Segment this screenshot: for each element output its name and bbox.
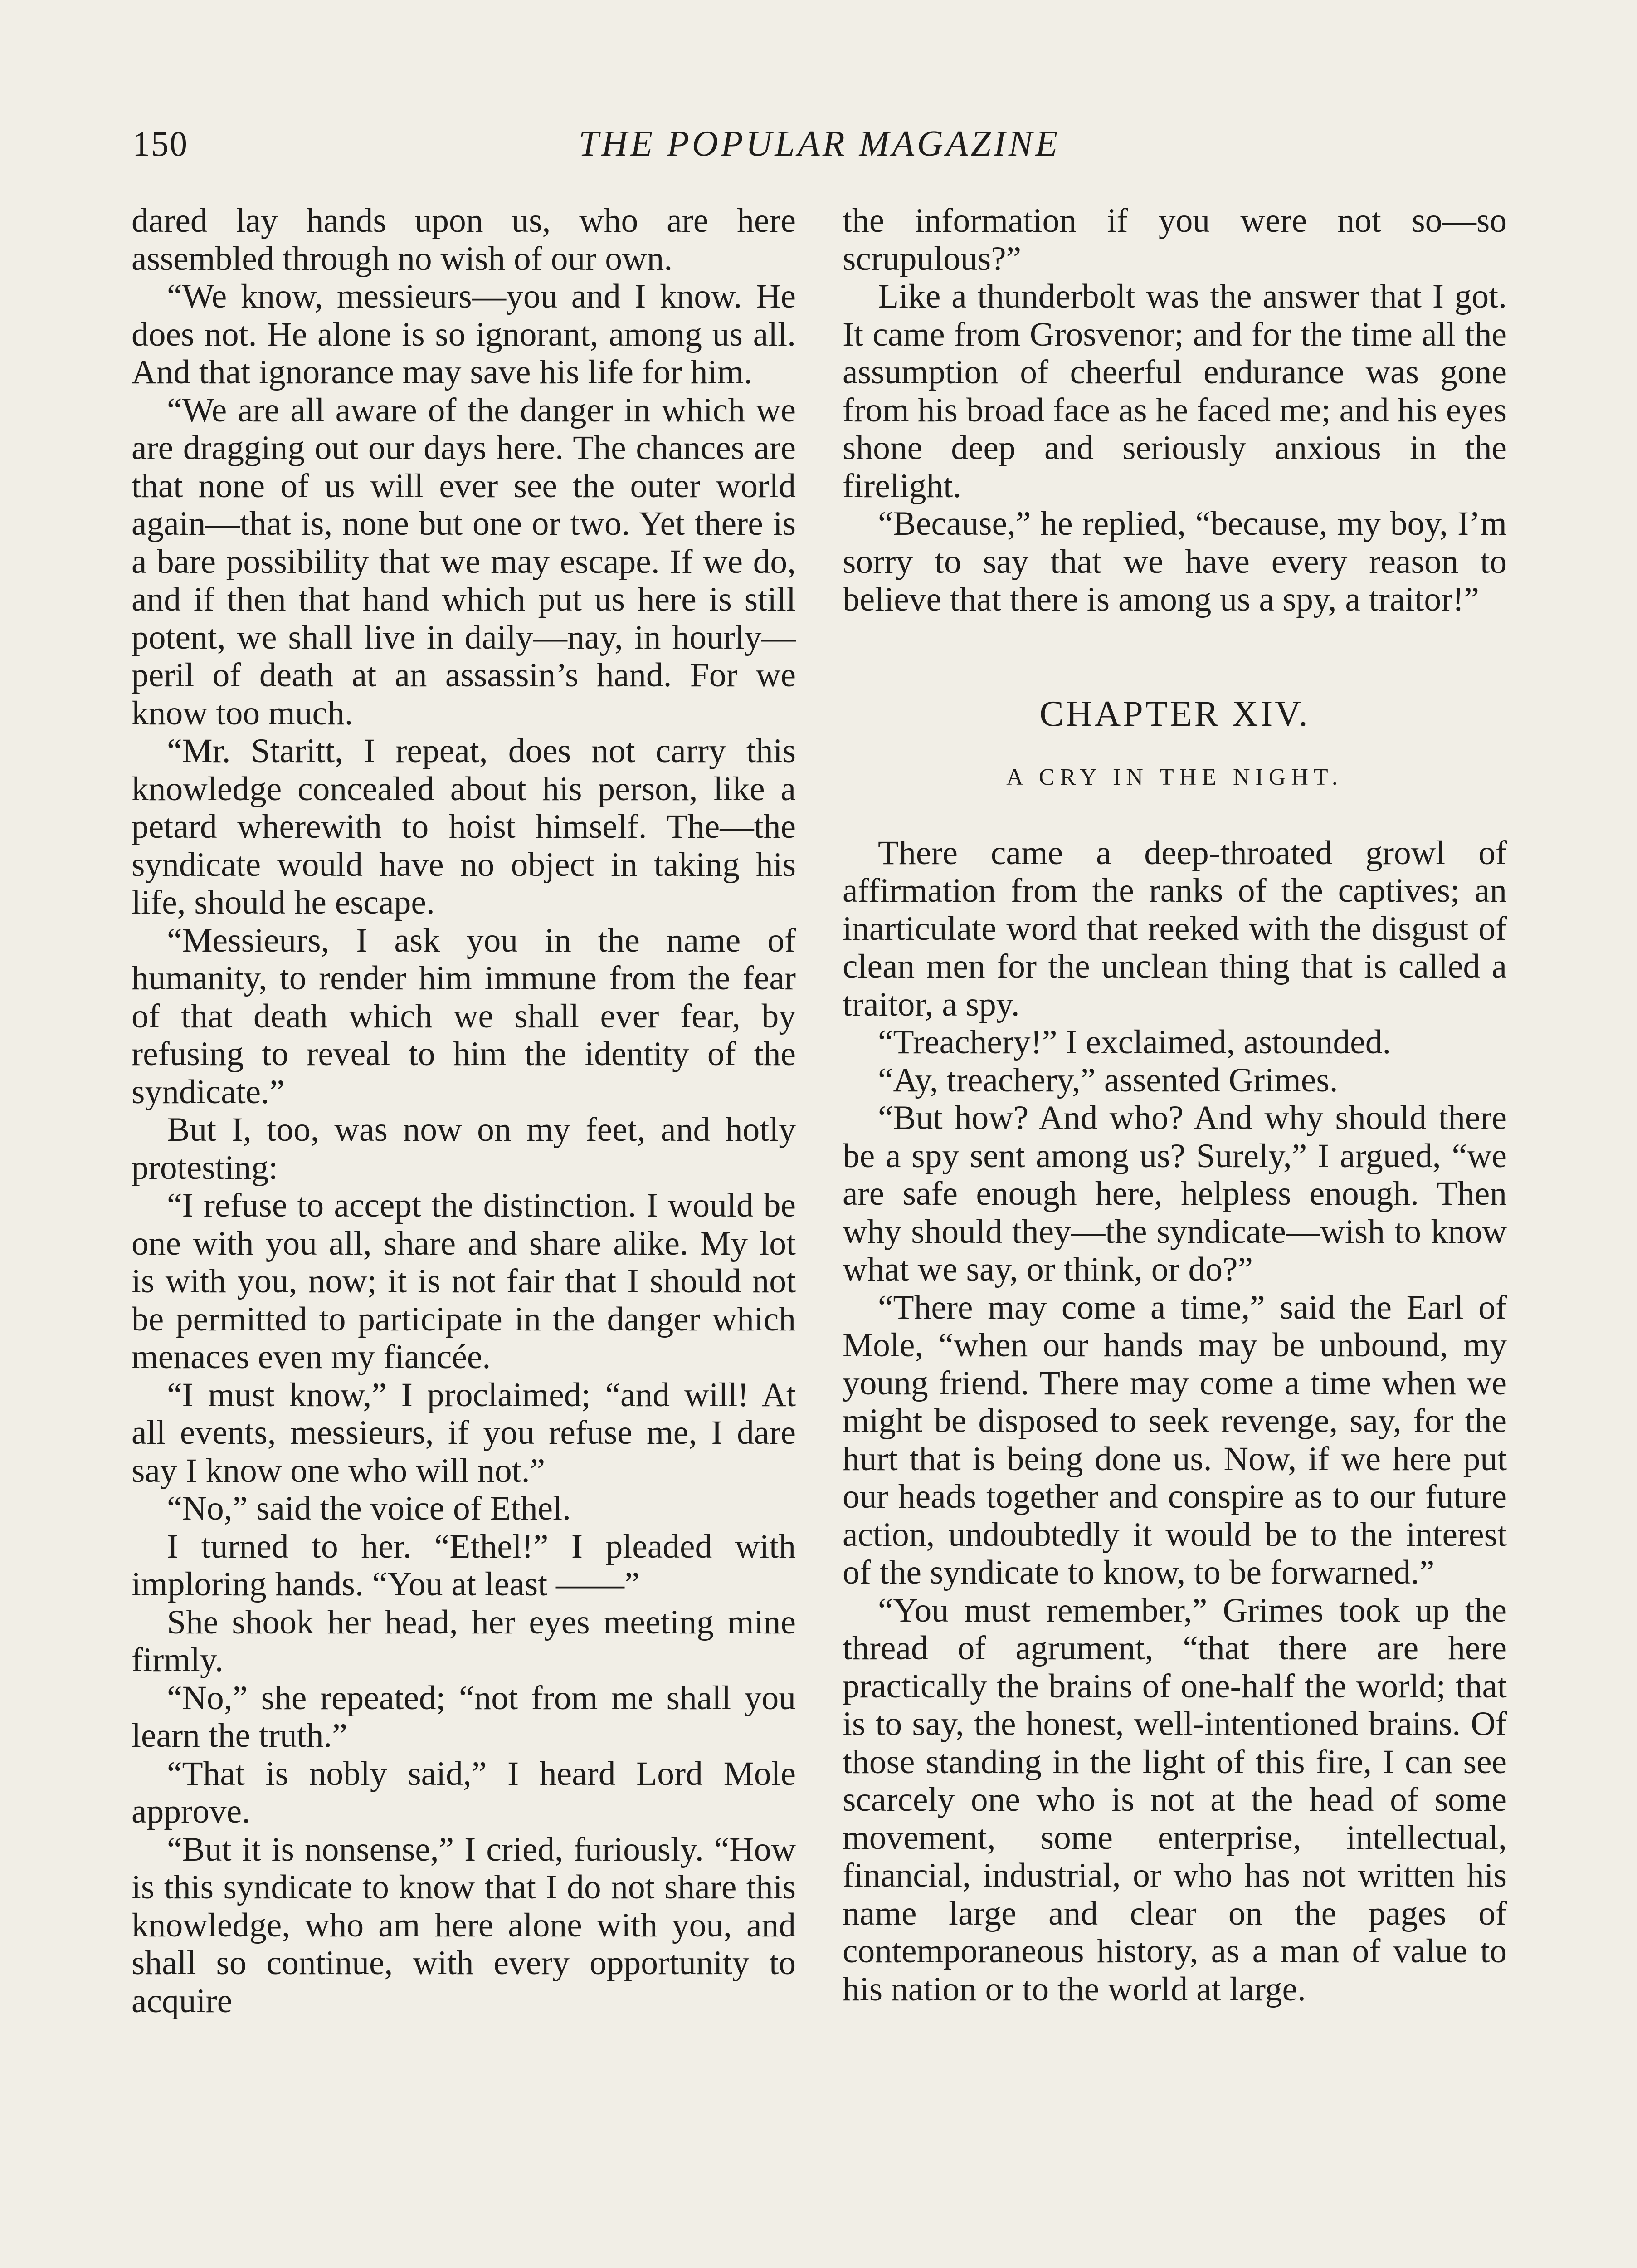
paragraph: dared lay hands upon us, who are here assembled through no wish of our own.	[132, 202, 796, 278]
paragraph: “That is nobly said,” I heard Lord Mole approve.	[132, 1755, 796, 1830]
paragraph: “Messieurs, I ask you in the name of humanity, to render him immune from the fear of that death which we shall ever fear, by refusing to reveal to him the identity of the syndicate.”	[132, 921, 796, 1111]
paragraph: “You must remember,” Grimes took up the thread of agrument, “that there are here practically the brains of one-half the world; that is to say, the honest, well-intentioned brains. Of those standing in the light of this fire, I can see scarcely one who is not at the head of some movement, some enterprise, intellectual, financial, industrial, or who has not written his name large and clear on the pages of contemporaneous history, as a man of value to his nation or to the world at large.	[843, 1591, 1507, 2008]
paragraph: “We know, messieurs—you and I know. He does not. He alone is so ignorant, among us all. And that ignorance may save his life for him.	[132, 278, 796, 391]
paragraph: the information if you were not so—so scrupulous?”	[843, 202, 1507, 278]
left-column	[132, 202, 796, 2020]
paragraph: “But it is nonsense,” I cried, furiously. “How is this syndicate to know that I do not share this knowledge, who am here alone with you, and shall so continue, with every opportunity to acquire	[132, 1830, 796, 2020]
paragraph: I turned to her. “Ethel!” I pleaded with imploring hands. “You at least ——”	[132, 1527, 796, 1603]
right-column	[843, 202, 1507, 2008]
paragraph: There came a deep-throated growl of affirmation from the ranks of the captives; an inarticulate word that reeked with the disgust of clean men for the unclean thing that is called a traitor, a spy.	[843, 834, 1507, 1023]
paragraph: “But how? And who? And why should there be a spy sent among us? Surely,” I argued, “we are safe enough here, helpless enough. Then why should they—the syndicate—wish to know what we say, or think, or do?”	[843, 1099, 1507, 1288]
paragraph: “Because,” he replied, “because, my boy, I’m sorry to say that we have every reason to believe that there is among us a spy, a traitor!”	[843, 505, 1507, 618]
paragraph: But I, too, was now on my feet, and hotly protesting:	[132, 1111, 796, 1187]
paragraph: “No,” said the voice of Ethel.	[167, 1490, 571, 1527]
chapter-heading: CHAPTER XIV.	[1039, 694, 1310, 734]
paragraph: “I must know,” I proclaimed; “and will! At all events, messieurs, if you refuse me, I dare say I know one who will not.”	[132, 1376, 796, 1490]
chapter-title: A CRY IN THE NIGHT.	[1006, 764, 1343, 790]
paragraph: “There may come a time,” said the Earl of Mole, “when our hands may be unbound, my young friend. There may come a time when we might be disposed to seek revenge, say, for the hurt that is being done us. Now, if we here put our heads together and conspire as to our future action, undoubtedly it would be to the interest of the syndicate to know, to be forwarned.”	[843, 1288, 1507, 1591]
paragraph: “Mr. Staritt, I repeat, does not carry this knowledge concealed about his person, like a petard wherewith to hoist himself. The—the syndicate would have no object in taking his life, should he escape.	[132, 732, 796, 921]
paragraph: “We are all aware of the danger in which we are dragging out our days here. The chances are that none of us will ever see the outer world again—that is, none but one or two. Yet there is a bare possibility that we may escape. If we do, and if then that hand which put us here is still potent, we shall live in daily—nay, in hourly—peril of death at an assassin’s hand. For we know too much.	[132, 391, 796, 732]
paragraph: Like a thunderbolt was the answer that I got. It came from Grosvenor; and for the time all the assumption of cheerful endurance was gone from his broad face as he faced me; and his eyes shone deep and seriously anxious in the firelight.	[843, 278, 1507, 505]
running-head: THE POPULAR MAGAZINE	[578, 124, 1061, 164]
page-header	[132, 119, 1506, 169]
paragraph: “No,” she repeated; “not from me shall you learn the truth.”	[132, 1679, 796, 1755]
paragraph: “I refuse to accept the distinction. I would be one with you all, share and share alike. My lot is with you, now; it is not fair that I should not be permitted to participate in the danger which menaces even my fiancée.	[132, 1187, 796, 1376]
paragraph: “Treachery!” I exclaimed, astounded.	[878, 1023, 1391, 1061]
page-number: 150	[132, 124, 188, 163]
paragraph: She shook her head, her eyes meeting mine firmly.	[132, 1603, 796, 1679]
paragraph: “Ay, treachery,” assented Grimes.	[878, 1061, 1338, 1099]
